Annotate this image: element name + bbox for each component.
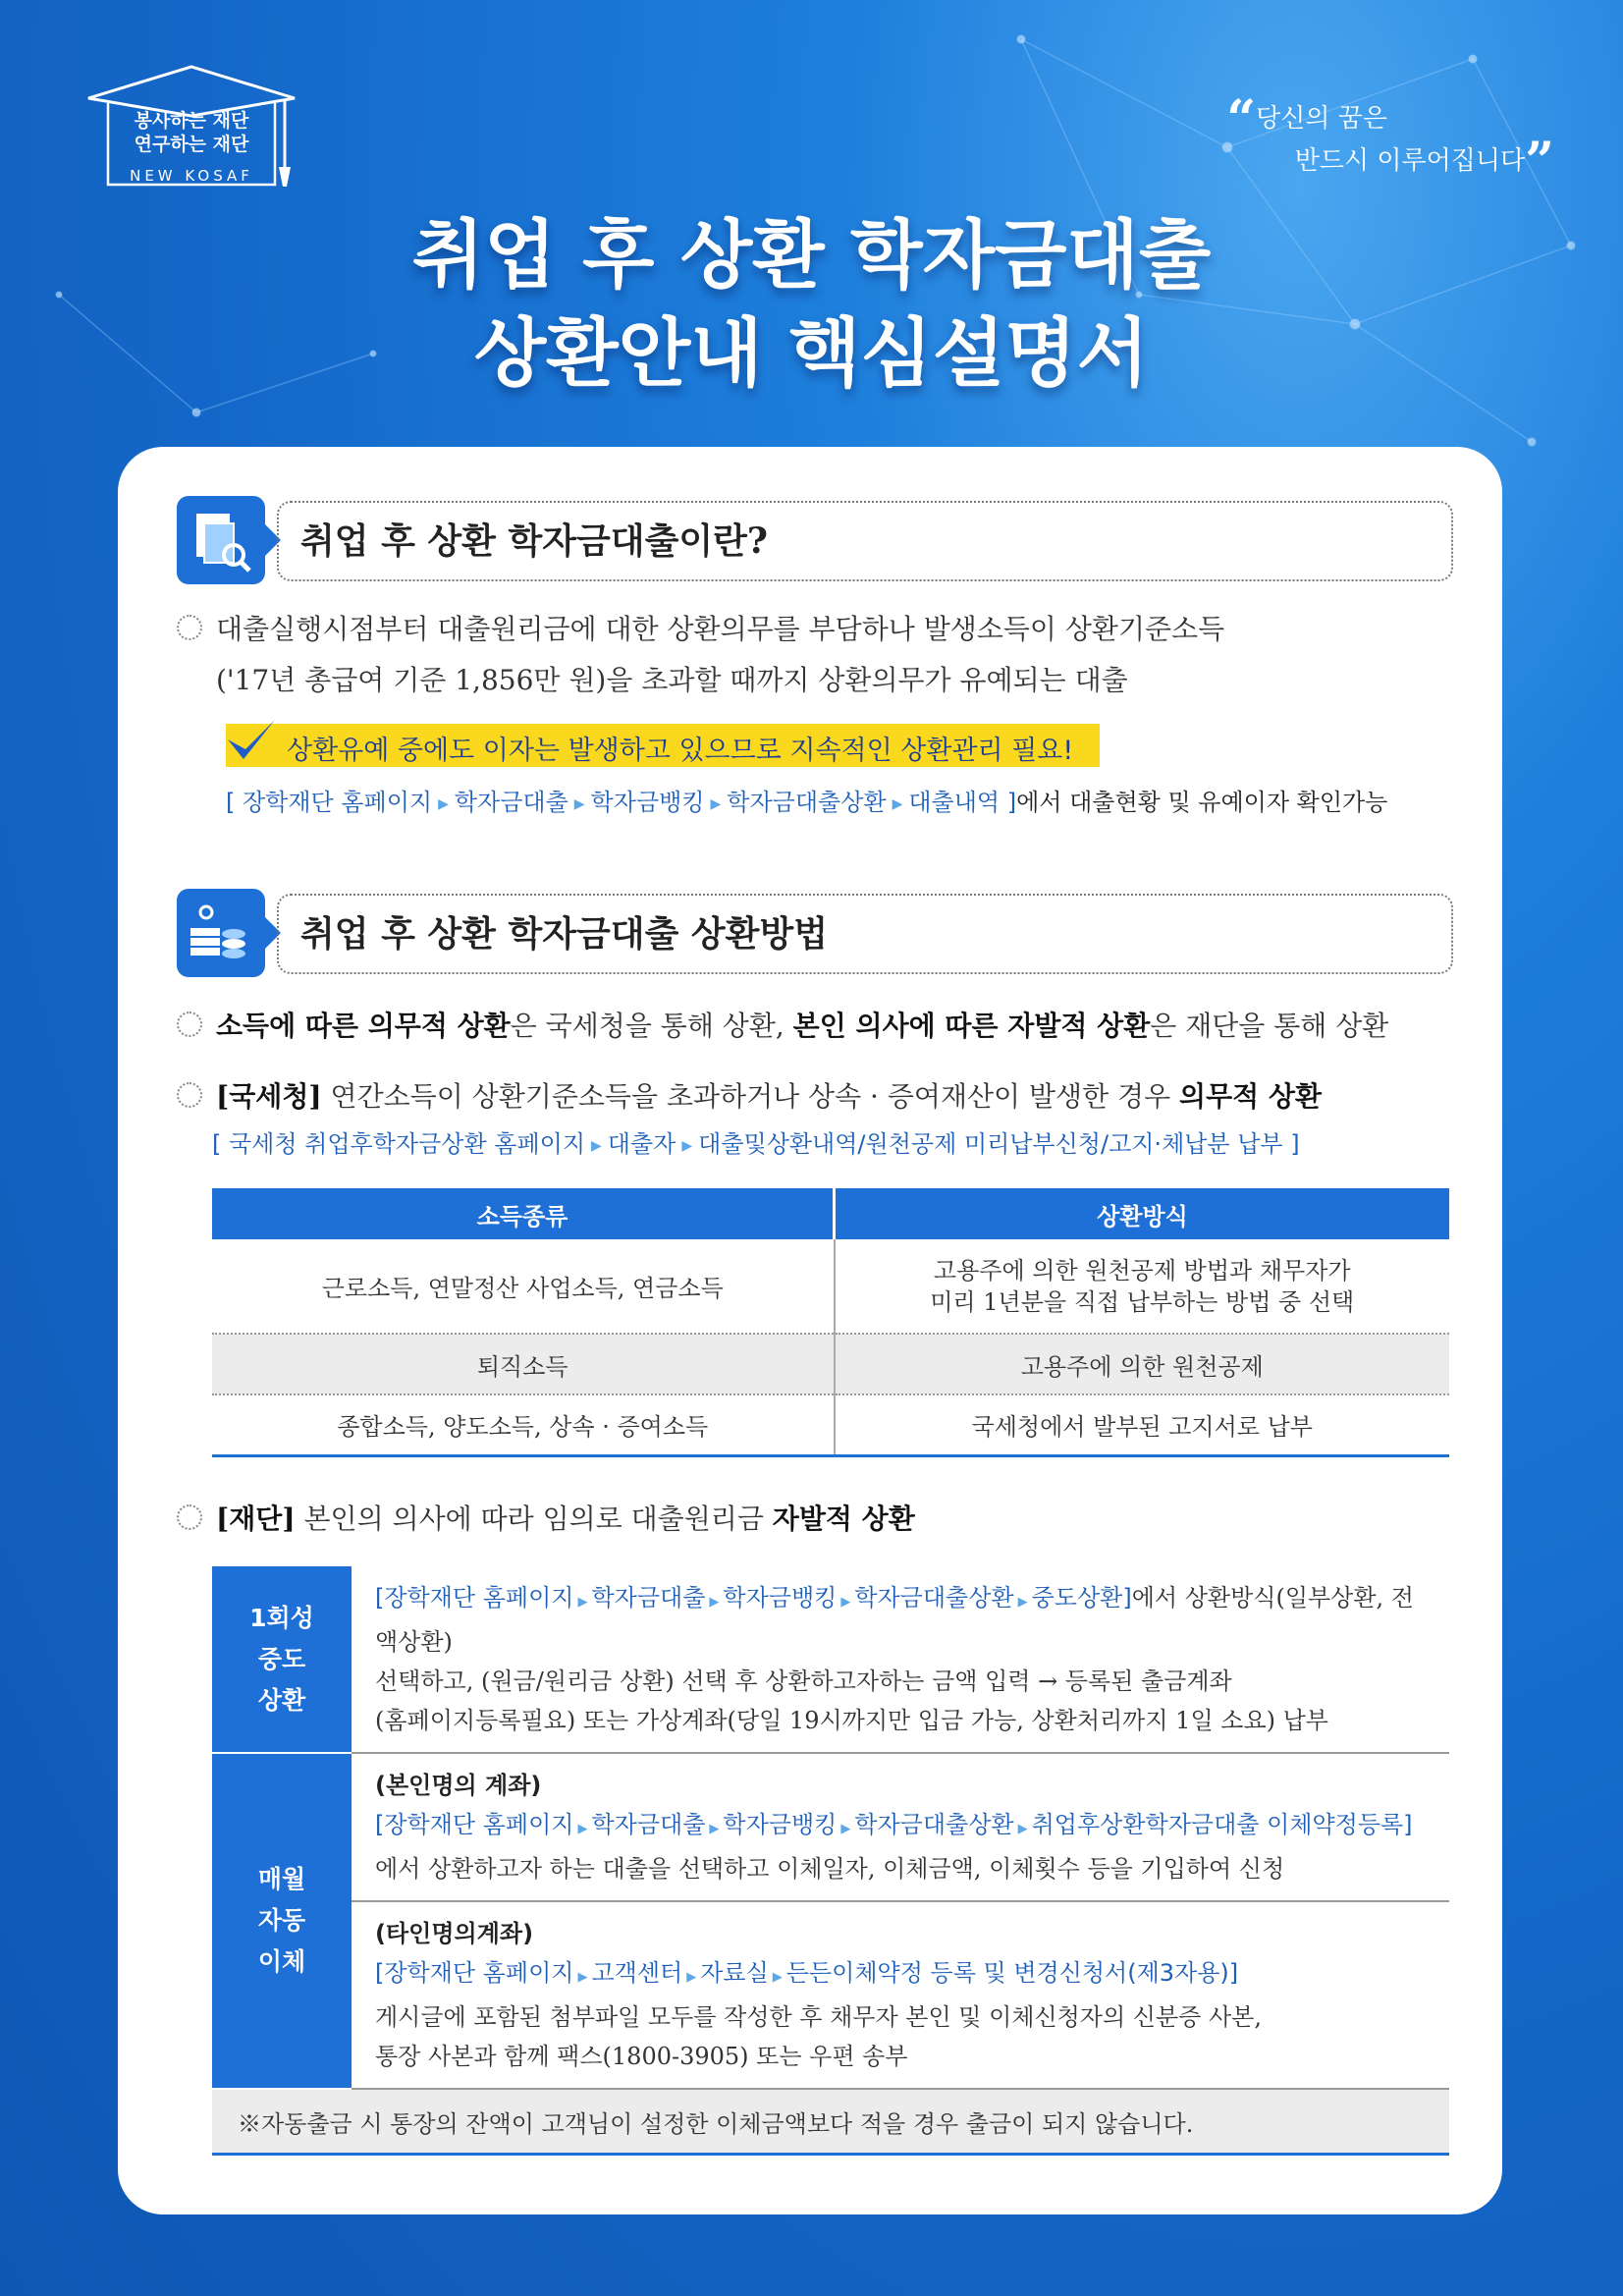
page-title — [0, 206, 1623, 403]
section-2-bullet-1 — [177, 1005, 1388, 1044]
label-line: 상환 — [257, 1685, 306, 1715]
subheading: (타인명의계좌) — [375, 1920, 534, 1947]
arrow-right-icon: ▶ — [577, 1822, 588, 1836]
arrow-right-icon: ▶ — [591, 1138, 602, 1154]
section-2-path — [212, 1124, 1300, 1159]
path-step: 학자금대출 — [454, 789, 568, 816]
path-step: 중도상환] — [1031, 1584, 1132, 1612]
table-cell: 고용주에 의한 원천공제 — [835, 1334, 1450, 1394]
arrow-right-icon: ▶ — [681, 1138, 693, 1154]
kosaf-logo — [79, 59, 304, 206]
desc-line-1: 대출실행시점부터 대출원리금에 대한 상환의무를 부담하나 발생소득이 상환기준소득 — [216, 613, 1225, 645]
arrow-right-icon: ▶ — [577, 1970, 588, 1985]
text: 게시글에 포함된 첨부파일 모두를 작성한 후 채무자 본인 및 이체신청자의 신분증 사본, — [375, 2003, 1262, 2031]
text: 에서 상환하고자 하는 대출을 선택하고 이체일자, 이체금액, 이체횟수 등을 기입하여 신청 — [375, 1855, 1285, 1883]
table-cell — [352, 1901, 1449, 2089]
foundation-repayment-table — [212, 1566, 1449, 2156]
text: 통장 사본과 함께 팩스(1800-3905) 또는 우편 송부 — [375, 2043, 908, 2070]
path-step: 자료실 — [700, 1959, 769, 1987]
table-row — [212, 1394, 1449, 1455]
label-line: 이체 — [257, 1947, 306, 1976]
section-2-title: 취업 후 상환 학자금대출 상환방법 — [300, 913, 828, 955]
logo-line-1: 봉사하는 재단 — [134, 110, 249, 132]
text: 에서 상환방식(일부상환, 전액상환) — [375, 1584, 1414, 1656]
bold-text: 소득에 따른 의무적 상환 — [216, 1010, 511, 1042]
method-line-1: 고용주에 의한 원천공제 방법과 채무자가 — [933, 1256, 1351, 1285]
section-1-title: 취업 후 상환 학자금대출이란? — [300, 520, 769, 562]
footnote: ※자동출금 시 통장의 잔액이 고객님이 설정한 이체금액보다 적을 경우 출금이 되지 않습니다. — [212, 2089, 1449, 2155]
path-step: [장학재단 홈페이지 — [375, 1959, 574, 1987]
table-row — [212, 1566, 1449, 1753]
highlight-text: 상환유예 중에도 이자는 발생하고 있으므로 지속적인 상환관리 필요! — [287, 736, 1074, 766]
bullet-icon — [177, 1082, 202, 1108]
label-line: 중도 — [257, 1644, 306, 1673]
income-type-table — [212, 1188, 1449, 1457]
checkmark-icon — [224, 716, 279, 769]
table-row — [212, 2089, 1449, 2155]
text: 은 국세청을 통해 상환, — [510, 1010, 793, 1042]
desc-line-2: ('17년 총급여 기준 1,856만 원)을 초과할 때까지 상환의무가 유예되는 대출 — [216, 664, 1128, 696]
section-2-bullet-3 — [177, 1498, 915, 1537]
title-line-1: 취업 후 상환 학자금대출 — [411, 211, 1212, 299]
path-step: 학자금대출 — [591, 1811, 706, 1838]
arrow-right-icon: ▶ — [1017, 1822, 1028, 1836]
path-step: 학자금대출상환 — [854, 1584, 1014, 1612]
section-1-description — [177, 604, 1224, 706]
table-row — [212, 1239, 1449, 1334]
arrow-right-icon: ▶ — [892, 796, 903, 812]
table-cell: 국세청에서 발부된 고지서로 납부 — [835, 1394, 1450, 1455]
document-search-icon — [177, 496, 265, 584]
bold-text: 본인 의사에 따른 자발적 상환 — [792, 1010, 1151, 1042]
path-step: 학자금뱅킹 — [723, 1811, 838, 1838]
text: 선택하고, (원금/원리금 상환) 선택 후 상환하고자하는 금액 입력 → 등록된 출금계좌 — [375, 1667, 1232, 1695]
arrow-right-icon: ▶ — [1017, 1595, 1028, 1610]
table-cell — [835, 1239, 1450, 1334]
table-header: 상환방식 — [835, 1188, 1450, 1239]
table-cell: 퇴직소득 — [212, 1334, 835, 1394]
table-row — [212, 1753, 1449, 1901]
close-quote-icon: ” — [1525, 132, 1554, 191]
arrow-right-icon: ▶ — [709, 1595, 720, 1610]
table-cell: 종합소득, 양도소득, 상속 · 증여소득 — [212, 1394, 835, 1455]
label-line: 1회성 — [249, 1603, 314, 1632]
bold-text: [국세청] — [216, 1080, 322, 1113]
arrow-right-icon: ▶ — [709, 1822, 720, 1836]
bullet-icon — [177, 1011, 202, 1037]
money-stack-icon — [177, 889, 265, 977]
logo-brand: NEW KOSAF — [130, 167, 253, 185]
path-suffix: 에서 대출현황 및 유예이자 확인가능 — [1016, 789, 1388, 816]
arrow-right-icon: ▶ — [438, 796, 449, 812]
section-1-header — [177, 496, 1451, 584]
bold-text: 자발적 상환 — [772, 1503, 915, 1535]
arrow-right-icon: ▶ — [686, 1970, 697, 1985]
table-cell: 근로소득, 연말정산 사업소득, 연금소득 — [212, 1239, 835, 1334]
arrow-right-icon: ▶ — [577, 1595, 588, 1610]
slogan-quote — [1162, 89, 1554, 191]
path-step: [ 국세청 취업후학자금상환 홈페이지 — [212, 1130, 586, 1158]
logo-line-2: 연구하는 재단 — [134, 134, 249, 155]
text: 본인의 의사에 따라 임의로 대출원리금 — [295, 1503, 773, 1535]
path-step: [장학재단 홈페이지 — [375, 1584, 574, 1612]
path-step: 대 — [908, 789, 932, 816]
path-step: 취업후상환학자금대출 이체약정등록] — [1031, 1811, 1413, 1838]
arrow-right-icon: ▶ — [840, 1595, 851, 1610]
arrow-right-icon: ▶ — [772, 1970, 783, 1985]
arrow-right-icon: ▶ — [573, 796, 585, 812]
arrow-right-icon: ▶ — [710, 796, 722, 812]
row-label — [212, 1753, 352, 2089]
path-step: 대출및상환내역/원천공제 미리납부신청/고지·체납분 납부 ] — [698, 1130, 1300, 1158]
path-step: 학자금뱅킹 — [723, 1584, 838, 1612]
table-cell — [352, 1566, 1449, 1753]
text: 은 재단을 통해 상환 — [1150, 1010, 1389, 1042]
subheading: (본인명의 계좌) — [375, 1772, 542, 1799]
table-header: 소득종류 — [212, 1188, 835, 1239]
quote-line-1: 당신의 꿈은 — [1256, 104, 1387, 134]
path-step: [ 장학재단 홈페이지 — [226, 789, 433, 816]
section-2-header — [177, 889, 1451, 977]
open-quote-icon: “ — [1226, 89, 1257, 149]
label-line: 매월 — [257, 1865, 306, 1893]
path-step: 대출자 — [607, 1130, 676, 1158]
path-step: 든든이체약정 등록 및 변경신청서(제3자용)] — [785, 1959, 1239, 1987]
title-line-2: 상환안내 핵심설명서 — [473, 309, 1150, 397]
content-card — [118, 447, 1502, 2214]
section-2-bullet-2 — [177, 1075, 1322, 1115]
table-cell — [352, 1753, 1449, 1901]
bullet-icon — [177, 1504, 202, 1530]
table-row — [212, 1901, 1449, 2089]
row-label — [212, 1566, 352, 1753]
arrow-right-icon: ▶ — [840, 1822, 851, 1836]
path-step: [장학재단 홈페이지 — [375, 1811, 574, 1838]
label-line: 자동 — [257, 1906, 306, 1935]
path-step: 학자금대출상환 — [854, 1811, 1014, 1838]
bold-text: 의무적 상환 — [1179, 1080, 1323, 1113]
text: (홈페이지등록필요) 또는 가상계좌(당일 19시까지만 입금 가능, 상환처리까지 1일 소요) 납부 — [375, 1707, 1328, 1734]
table-row — [212, 1334, 1449, 1394]
section-1-path — [226, 783, 1387, 817]
path-step: 학자금대출 — [591, 1584, 706, 1612]
path-step: 고객센터 — [591, 1959, 683, 1987]
path-step: 학자금뱅킹 — [590, 789, 705, 816]
quote-line-2: 반드시 이루어집니다 — [1294, 146, 1526, 176]
path-step: 출내역 ] — [931, 789, 1017, 816]
bold-text: [재단] — [216, 1503, 296, 1535]
path-step: 학자금대출상환 — [727, 789, 887, 816]
bullet-icon — [177, 615, 202, 640]
method-line-2: 미리 1년분을 직접 납부하는 방법 중 선택 — [930, 1287, 1355, 1316]
text: 연간소득이 상환기준소득을 초과하거나 상속 · 증여재산이 발생한 경우 — [321, 1080, 1180, 1113]
